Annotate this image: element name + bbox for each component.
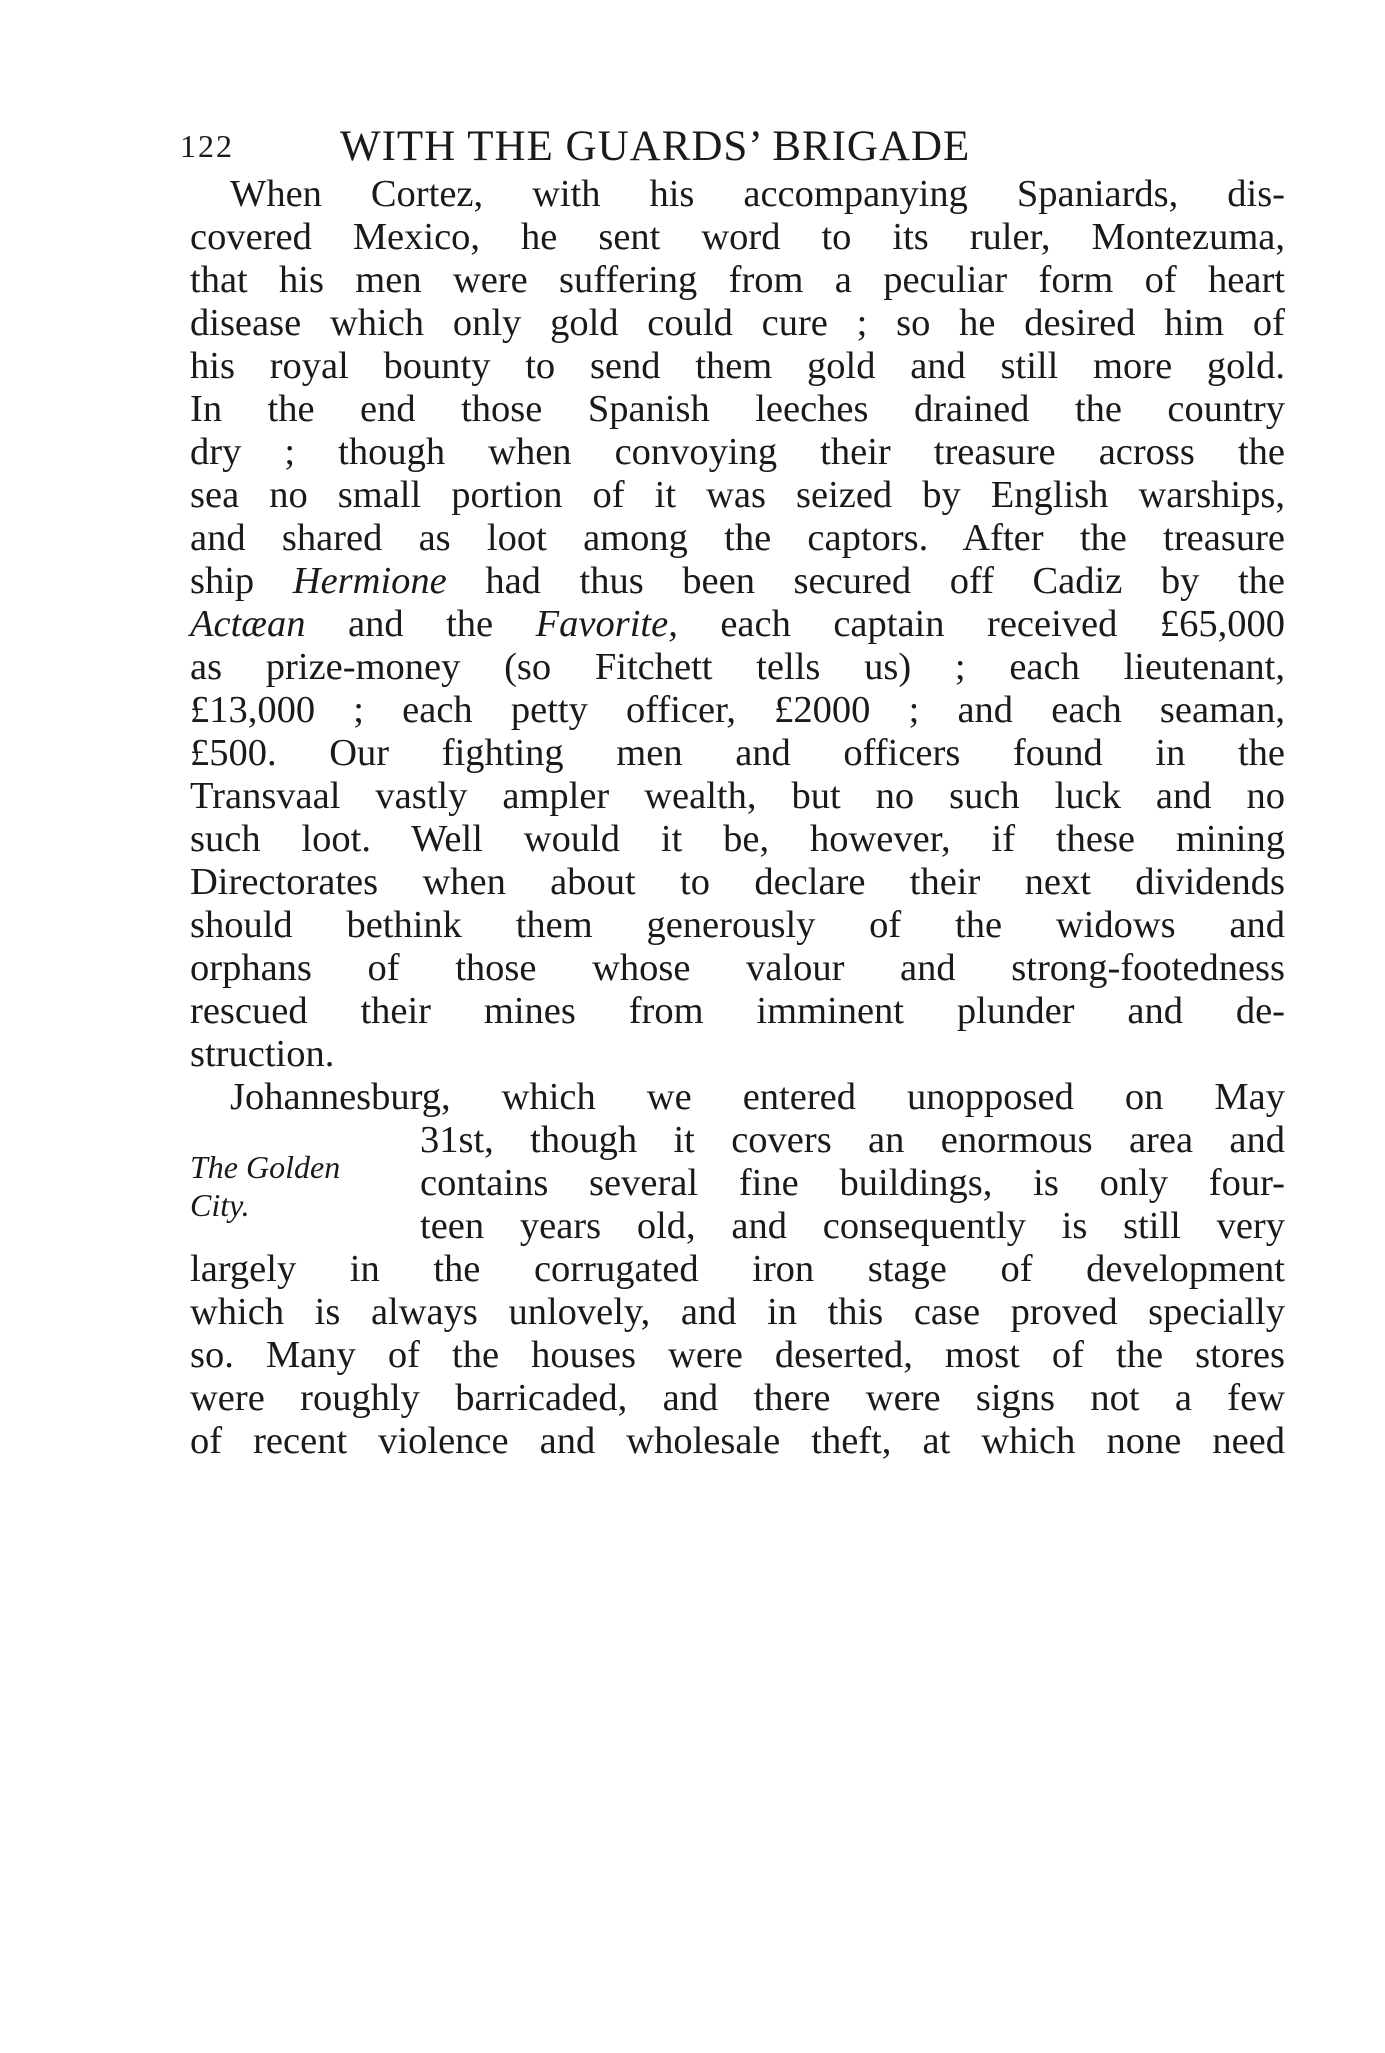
text-line: of recent violence and wholesale theft, at which none need — [190, 1420, 1285, 1462]
text-line: In the end those Spanish leeches drained the country — [190, 388, 1285, 430]
text-line: and shared as loot among the captors. After the treasure — [190, 517, 1285, 559]
text-line: as prize-money (so Fitchett tells us) ; each lieutenant, — [190, 646, 1285, 688]
text-line: such loot. Well would it be, however, if these mining — [190, 818, 1285, 860]
text-line: covered Mexico, he sent word to its ruler, Montezuma, — [190, 216, 1285, 258]
text-line: sea no small portion of it was seized by English warships, — [190, 474, 1285, 516]
text-line: 31st, though it covers an enormous area and — [420, 1119, 1285, 1161]
text-line: When Cortez, with his accompanying Spaniards, dis- — [230, 173, 1285, 215]
text-line: dry ; though when convoying their treasure across the — [190, 431, 1285, 473]
text-segment: each captain received £65,000 — [677, 603, 1286, 645]
text-line: should bethink them generously of the widows and — [190, 904, 1285, 946]
text-line: teen years old, and consequently is still very — [420, 1205, 1285, 1247]
text-line: contains several fine buildings, is only four- — [420, 1162, 1285, 1204]
text-line: that his men were suffering from a peculiar form of heart — [190, 259, 1285, 301]
text-line: so. Many of the houses were deserted, most of the stores — [190, 1334, 1285, 1376]
text-line: Directorates when about to declare their next dividends — [190, 861, 1285, 903]
text-line: which is always unlovely, and in this case proved specially — [190, 1291, 1285, 1333]
text-line: £13,000 ; each petty officer, £2000 ; and each seaman, — [190, 689, 1285, 731]
text-line: were roughly barricaded, and there were signs not a few — [190, 1377, 1285, 1419]
text-line: disease which only gold could cure ; so he desired him of — [190, 302, 1285, 344]
ship-name-favorite: Favorite, — [535, 603, 678, 645]
text-line: £500. Our fighting men and officers found in the — [190, 732, 1285, 774]
sidenote-line: City. — [190, 1187, 250, 1223]
text-line: Johannesburg, which we entered unopposed on May — [230, 1076, 1285, 1118]
text-line: rescued their mines from imminent plunder and de- — [190, 990, 1285, 1032]
text-segment: ship — [190, 560, 293, 602]
page-number: 122 — [180, 128, 234, 164]
text-segment: and the — [305, 603, 536, 645]
running-title: WITH THE GUARDS’ BRIGADE — [340, 123, 971, 170]
margin-sidenote — [190, 1148, 390, 1224]
ship-name-actaean: Actæan — [190, 603, 306, 645]
text-line: largely in the corrugated iron stage of development — [190, 1248, 1285, 1290]
text-segment: had thus been secured off Cadiz by the — [446, 560, 1286, 602]
text-line: his royal bounty to send them gold and still more gold. — [190, 345, 1285, 387]
text-line: struction. — [190, 1033, 335, 1075]
sidenote-line: The Golden — [190, 1149, 341, 1185]
ship-name-hermione: Hermione — [292, 560, 447, 602]
text-line: orphans of those whose valour and strong-footedness — [190, 947, 1285, 989]
text-line: Transvaal vastly ampler wealth, but no such luck and no — [190, 775, 1285, 817]
